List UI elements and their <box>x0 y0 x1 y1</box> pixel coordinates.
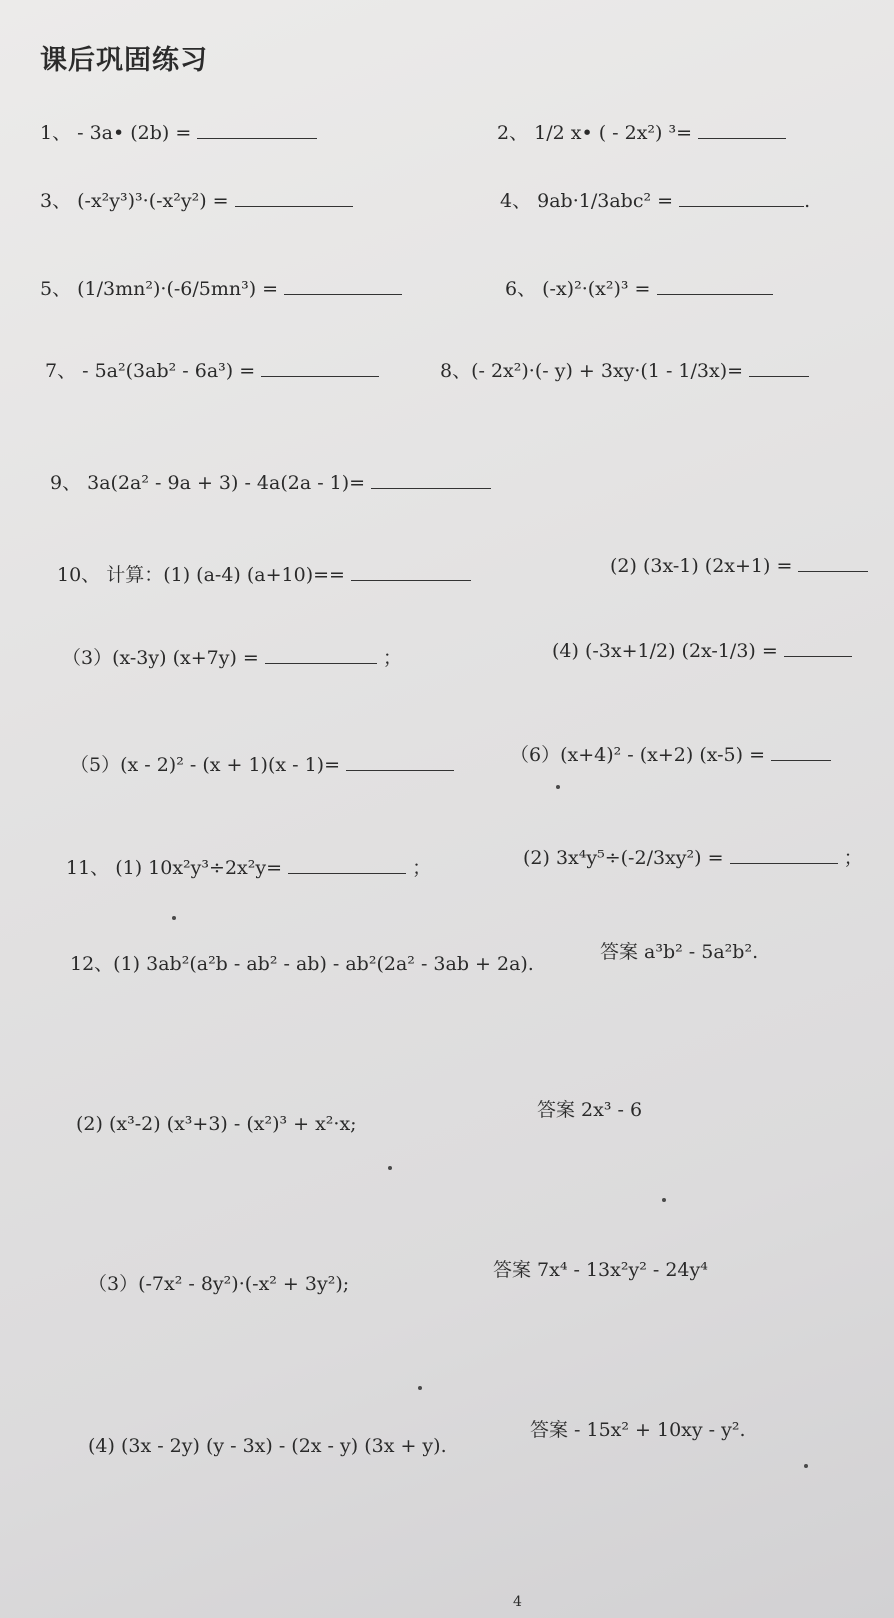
question-10-2: (2) (3x-1) (2x+1) = <box>610 553 868 578</box>
answer-12-2: 答案 2x³ - 6 <box>537 1099 643 1121</box>
question-4: 4、 9ab·1/3abc² = . <box>500 190 811 212</box>
paper-speck <box>388 1166 392 1170</box>
paper-speck <box>172 916 176 920</box>
question-12-1: 12、(1) 3ab²(a²b - ab² - ab) - ab²(2a² - 3ab + 2a). <box>70 953 534 975</box>
question-10-5: （5）(x - 2)² - (x + 1)(x - 1)= <box>70 752 454 777</box>
question-11-1: 11、 (1) 10x²y³÷2x²y= ； <box>66 857 432 879</box>
question-12-4: (4) (3x - 2y) (y - 3x) - (2x - y) (3x + y). <box>88 1435 447 1457</box>
question-1: 1、 - 3a• (2b) = <box>40 120 317 145</box>
question-10-3: （3）(x-3y) (x+7y) = ； <box>62 647 402 669</box>
question-10-4: (4) (-3x+1/2) (2x-1/3) = <box>552 638 852 663</box>
page-title: 课后巩固练习 <box>40 45 208 76</box>
page-number: 4 <box>513 1594 522 1610</box>
question-5: 5、 (1/3mn²)·(-6/5mn³) = <box>40 276 402 301</box>
question-12-3: （3）(-7x² - 8y²)·(-x² + 3y²); <box>88 1273 350 1295</box>
question-10-6: （6）(x+4)² - (x+2) (x-5) = <box>510 742 831 767</box>
paper-speck <box>418 1386 422 1390</box>
question-11-2: (2) 3x⁴y⁵÷(-2/3xy²) = ； <box>523 847 863 869</box>
answer-12-4: 答案 - 15x² + 10xy - y². <box>530 1419 746 1441</box>
question-6: 6、 (-x)²·(x²)³ = <box>505 276 773 301</box>
answer-12-3: 答案 7x⁴ - 13x²y² - 24y⁴ <box>493 1259 708 1281</box>
question-12-2: (2) (x³-2) (x³+3) - (x²)³ + x²·x; <box>76 1113 357 1135</box>
answer-12-1: 答案 a³b² - 5a²b². <box>600 941 759 963</box>
question-7: 7、 - 5a²(3ab² - 6a³) = <box>45 358 379 383</box>
question-8: 8、(- 2x²)·(- y) + 3xy·(1 - 1/3x)= <box>440 358 809 383</box>
paper-speck <box>662 1198 666 1202</box>
question-2: 2、 1/2 x• ( - 2x²) ³= <box>497 120 786 145</box>
question-3: 3、 (-x²y³)³·(-x²y²) = <box>40 188 353 213</box>
question-9: 9、 3a(2a² - 9a + 3) - 4a(2a - 1)= <box>50 470 491 495</box>
paper-speck <box>804 1464 808 1468</box>
paper-speck <box>556 785 560 789</box>
question-10-1: 10、 计算：(1) (a-4) (a+10)== <box>57 562 471 587</box>
